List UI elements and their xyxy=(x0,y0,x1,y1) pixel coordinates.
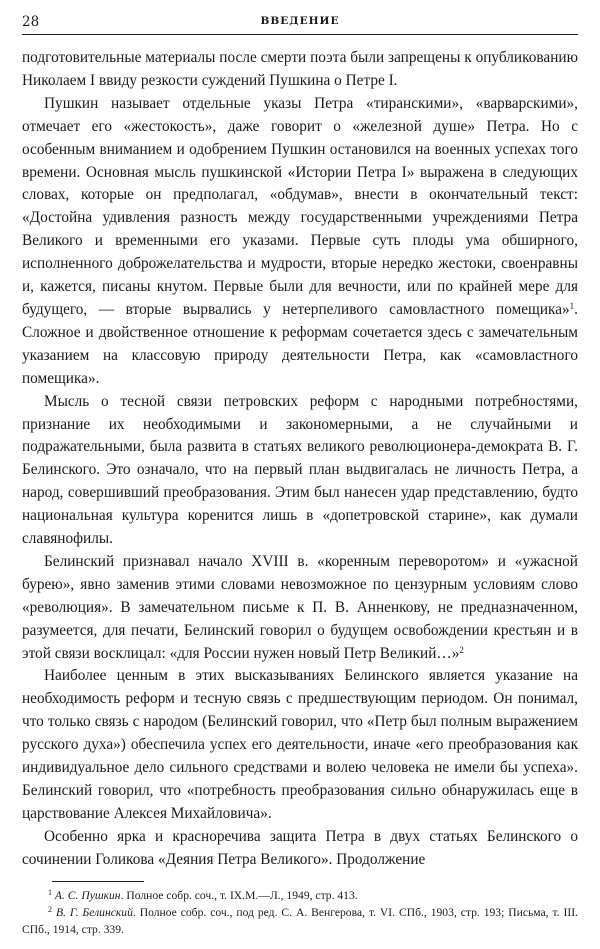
footnote-author: В. Г. Белинский xyxy=(55,905,133,919)
paragraph: Пушкин называет отдельные указы Петра «тиранскими», «варварскими», отмечает его «жестокость», даже говорит о «железной душе» Петра. Но с особенным вниманием и одобрением Пушкин остановился на военных успехах того времени. Основная мысль пушкинской «Истории Петра I» выражена в следующих словах, которые он предполагал, «обдумав», внести в окончательный текст: «Достойна удивления разность между государственными учреждениями Петра Великого и временными его указами. Первые суть плоды ума обширного, исполненного доброжелательства и мудрости, вторые нередко жестоки, своенравны и, кажется, писаны кнутом. Первые были для вечности, или по крайней мере для будущего, — вторые вырвались у нетерпеливого самовластного помещика»$^1$. Сложное и двойственное отношение к реформам сочетается здесь с замечательным указанием на классовую природу деятельности Петра, как «самовластного помещика». xyxy=(22,94,578,387)
footnote: $^2$ В. Г. Белинский. Полное собр. соч., под ред. С. А. Венгерова, т. VI. СПб., 1903, стр. 193; Письма, т. III. СПб., 1914, стр. 339. xyxy=(22,904,578,936)
footnote-ref: 2 xyxy=(459,644,464,655)
body-text xyxy=(22,47,578,872)
footnote-ref: 1 xyxy=(569,300,575,311)
paragraph: Наиболее ценным в этих высказываниях Белинского является указание на необходимость реформ и тесную связь с предшествующим периодом. Он понимал, что только связь с народом (Белинский говорил, что «Петр был полным выражением русского духа») обеспечила успех его деятельности, иначе «его преобразования как индивидуальное дело сильного средствами и волею человека не имели бы успеха». Белинский говорил, что «потребность преобразования сильно обнаружилась еще в царствование Алексея Михайловича». xyxy=(22,667,578,822)
book-page xyxy=(22,14,578,938)
running-head: ВВЕДЕНИЕ xyxy=(260,15,340,27)
paragraph: Особенно ярка и красноречива защита Петра в двух статьях Белинского о сочинении Голикова «Деяния Петра Великого». Продолжение xyxy=(22,827,578,868)
footnote: $^1$ А. С. Пушкин. Полное собр. соч., т. IX.М.—Л., 1949, стр. 413. xyxy=(48,887,358,902)
paragraph: Мысль о тесной связи петровских реформ с народными потребностями, признание их необходимыми и закономерными, а не случайными и подражательными, была развита в статьях великого революционера-демократа В. Г. Белинского. Это означало, что на первый план выдвигалась не личность Петра, а народ, совершивший преобразования. Этим был нанесен удар представлению, будто национальная культура коренится лишь в «допетровской старине», как думали славянофилы. xyxy=(22,392,578,548)
page-header xyxy=(22,14,578,35)
paragraph: Белинский признавал начало XVIII в. «коренным переворотом» и «ужасной бурею», явно заменив этими словами невозможное по цензурным условиям слово «революция». В замечательном письме к П. В. Анненкову, не предназначенном, разумеется, для печати, Белинский говорил о будущем освобождении крестьян и в этой связи восклицал: «для России нужен новый Петр Великий…»$^2$ xyxy=(22,552,578,662)
footnote-author: А. С. Пушкин xyxy=(54,888,121,902)
page-number: 28 xyxy=(22,14,40,30)
paragraph: подготовительные материалы после смерти поэта были запрещены к опубликованию Николаем I ввиду резкости суждений Пушкина о Петре I. xyxy=(22,49,578,89)
footnote-divider xyxy=(52,881,144,882)
footnotes xyxy=(22,887,578,938)
